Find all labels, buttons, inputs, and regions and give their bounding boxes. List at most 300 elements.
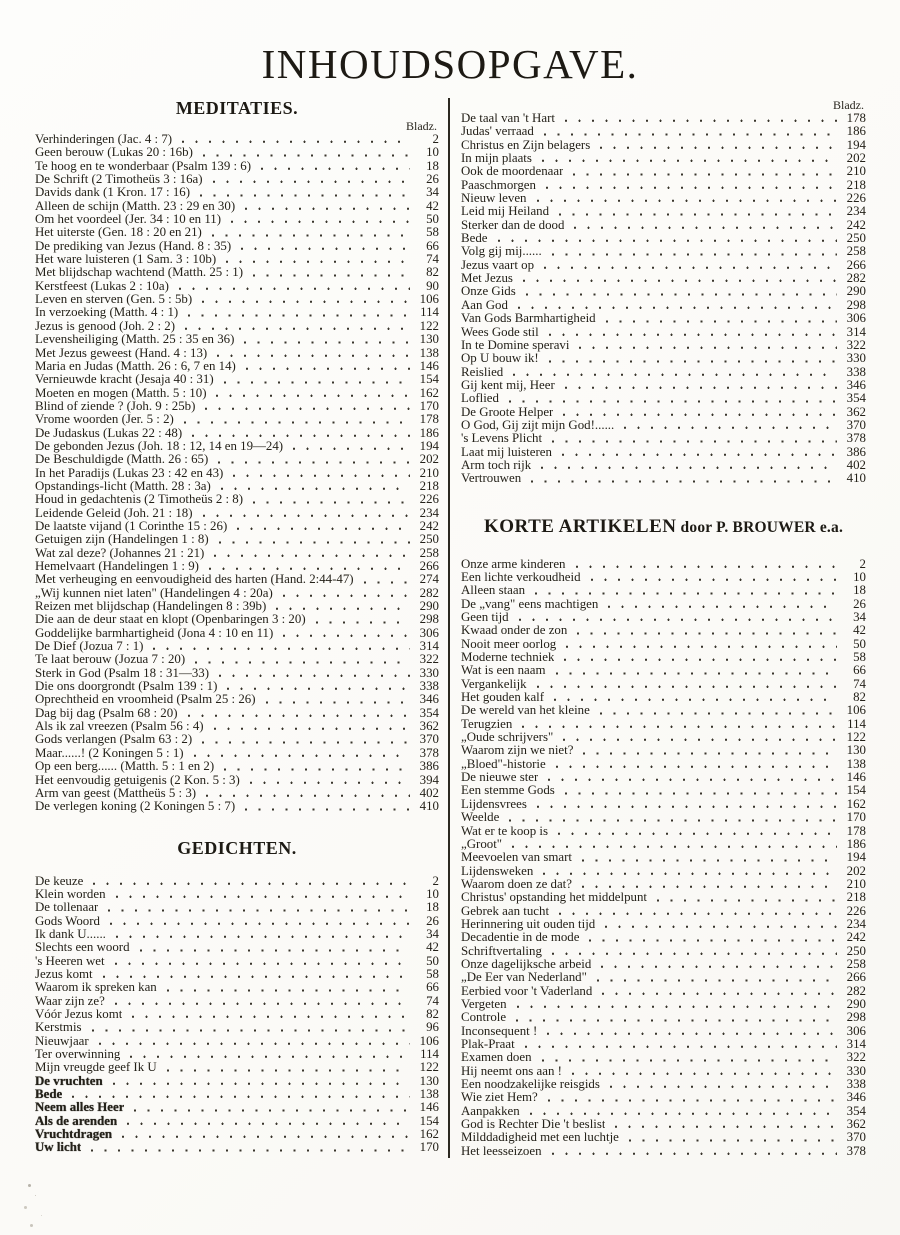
entry-title: Vruchtdragen	[35, 1128, 113, 1142]
entry-title: Reislied	[461, 365, 504, 379]
toc-entry	[35, 1075, 439, 1088]
dot-leader	[102, 968, 410, 981]
dot-leader	[564, 784, 837, 797]
dot-leader	[226, 680, 410, 693]
entry-page-number: 242	[846, 930, 866, 945]
entry-page-number: 146	[419, 1100, 439, 1115]
entry-title: De gebonden Jezus (Joh. 18 : 12, 14 en 19—24)	[35, 439, 284, 453]
entry-page-number: 2	[432, 873, 439, 888]
entry-page-number: 242	[846, 217, 866, 232]
dot-leader	[181, 133, 410, 146]
entry-page-number: 58	[853, 650, 866, 665]
entry-title: Meevoelen van smart	[461, 851, 572, 865]
entry-title: Wat is een naam	[461, 664, 546, 678]
toc-entry	[35, 693, 439, 706]
entry-page-number: 2	[432, 132, 439, 146]
dot-leader	[92, 875, 410, 888]
toc-entry	[461, 419, 866, 432]
entry-title: Gods verlangen (Psalm 63 : 2)	[35, 733, 193, 747]
entry-page-number: 186	[419, 425, 439, 440]
toc-entry	[461, 838, 866, 851]
dot-leader	[542, 865, 837, 878]
entry-title: De nieuwe ster	[461, 771, 539, 785]
dot-leader	[225, 253, 410, 266]
dot-leader	[525, 285, 837, 298]
entry-page-number: 346	[846, 377, 866, 392]
entry-title: Waarom ik spreken kan	[35, 981, 157, 995]
entry-page-number: 26	[853, 596, 866, 611]
entry-title: „Wij kunnen niet laten" (Handelingen 4 : 20a)	[35, 586, 273, 600]
dot-leader	[548, 326, 837, 339]
dot-leader	[551, 245, 837, 258]
toc-entry	[461, 1011, 866, 1024]
entry-page-number: 354	[846, 391, 866, 406]
entry-title: Reizen met blijdschap (Handelingen 8 : 39b)	[35, 600, 267, 614]
entry-page-number: 242	[419, 518, 439, 533]
dot-leader	[604, 918, 837, 931]
dot-leader	[614, 1118, 837, 1131]
entry-page-number: 250	[419, 532, 439, 547]
entry-title: De vruchten	[35, 1074, 103, 1088]
toc-entry	[35, 507, 439, 520]
toc-entry	[35, 915, 439, 928]
dot-leader	[184, 320, 410, 333]
dot-leader	[204, 400, 410, 413]
toc-entry	[35, 293, 439, 306]
dot-leader	[548, 352, 837, 365]
toc-entry	[35, 440, 439, 453]
toc-entry	[35, 387, 439, 400]
dot-leader	[551, 945, 837, 958]
entry-title: Arm van geest (Mattheüs 5 : 3)	[35, 786, 197, 800]
dot-leader	[582, 744, 837, 757]
entry-title: Kerstmis	[35, 1021, 82, 1035]
entry-title: Die ons doorgrondt (Psalm 139 : 1)	[35, 680, 218, 694]
dot-leader	[558, 905, 837, 918]
toc-entry	[461, 1105, 866, 1118]
dot-leader	[191, 427, 410, 440]
entry-title: Het gouden kalf	[461, 691, 545, 705]
entry-title: Vernieuwde kracht (Jesaja 40 : 31)	[35, 373, 214, 387]
entry-title: Vergankelijk	[461, 677, 527, 691]
dot-leader	[564, 112, 837, 125]
entry-title: Gebrek aan tucht	[461, 904, 550, 918]
entry-title: Onze dagelijksche arbeid	[461, 957, 592, 971]
entry-page-number: 218	[846, 890, 866, 905]
dot-leader	[252, 493, 410, 506]
toc-entry	[461, 624, 866, 637]
toc-entry	[35, 520, 439, 533]
dot-leader	[578, 339, 837, 352]
toc-entry	[461, 379, 866, 392]
entry-page-number: 338	[846, 1077, 866, 1092]
toc-entry	[35, 146, 439, 159]
dot-leader	[232, 467, 410, 480]
entry-title: Met blijdschap wachtend (Matth. 25 : 1)	[35, 266, 243, 280]
entry-title: Dag bij dag (Psalm 68 : 20)	[35, 706, 178, 720]
toc-entry	[35, 901, 439, 914]
toc-entry	[461, 259, 866, 272]
dot-leader	[576, 624, 837, 637]
dot-leader	[530, 472, 837, 485]
toc-entry	[35, 400, 439, 413]
dot-leader	[243, 333, 410, 346]
toc-entry	[461, 1051, 866, 1064]
section-heading-main: KORTE ARTIKELEN	[483, 515, 677, 537]
toc-entry	[35, 533, 439, 546]
dot-leader	[208, 560, 410, 573]
entry-title: Kwaad onder de zon	[461, 624, 568, 638]
entry-page-number: 122	[419, 1060, 439, 1075]
toc-entry	[461, 326, 866, 339]
entry-title: De Groote Helper	[461, 405, 554, 419]
toc-entry	[35, 306, 439, 319]
toc-entry	[35, 1101, 439, 1114]
toc-entry	[461, 459, 866, 472]
dot-leader	[218, 533, 410, 546]
toc-entry	[35, 253, 439, 266]
dot-leader	[202, 146, 410, 159]
toc-entry	[35, 787, 439, 800]
toc-entry	[35, 640, 439, 653]
entry-page-number: 218	[419, 478, 439, 493]
toc-entry	[35, 547, 439, 560]
page-column-label: Bladz.	[833, 98, 864, 112]
entry-page-number: 258	[846, 244, 866, 259]
entry-title: Het eenvoudig getuigenis (2 Kon. 5 : 3)	[35, 773, 240, 787]
entry-title: Herinnering uit ouden tijd	[461, 917, 596, 931]
toc-entry	[461, 1091, 866, 1104]
dot-leader	[540, 459, 837, 472]
entry-title: 's Levens Plicht	[461, 432, 543, 446]
dot-leader	[529, 1105, 837, 1118]
entry-title: De Dief (Jozua 7 : 1)	[35, 640, 144, 654]
toc-entry	[461, 1065, 866, 1078]
dot-leader	[121, 1128, 410, 1141]
dot-leader	[212, 173, 410, 186]
toc-entry	[461, 985, 866, 998]
dot-leader	[551, 1145, 837, 1158]
entry-page-number: 370	[419, 732, 439, 747]
dot-leader	[166, 981, 410, 994]
entry-page-number: 266	[846, 970, 866, 985]
toc-entry	[35, 981, 439, 994]
entry-page-number: 194	[846, 850, 866, 865]
dot-leader	[555, 664, 837, 677]
entry-page-number: 322	[419, 652, 439, 667]
dot-leader	[363, 573, 410, 586]
entry-page-number: 378	[846, 1143, 866, 1158]
toc-entry	[35, 360, 439, 373]
entry-title: Wat er te koop is	[461, 824, 549, 838]
entry-title: Te laat berouw (Jozua 7 : 20)	[35, 653, 186, 667]
toc-entry	[461, 651, 866, 664]
left-column	[35, 98, 439, 1158]
dot-leader	[240, 240, 410, 253]
entry-title: Hemelvaart (Handelingen 1 : 9)	[35, 560, 199, 573]
entry-page-number: 298	[419, 612, 439, 627]
dot-leader	[218, 667, 410, 680]
dot-leader	[656, 891, 837, 904]
entry-title: Waar zijn ze?	[35, 994, 105, 1008]
dot-leader	[623, 419, 837, 432]
entry-page-number: 370	[846, 1130, 866, 1145]
toc-entry	[35, 733, 439, 746]
entry-title: Onze arme kinderen	[461, 557, 566, 571]
entry-title: Alleen staan	[461, 584, 526, 598]
entry-title: Uw licht	[35, 1141, 82, 1155]
dot-leader	[114, 955, 410, 968]
toc-entry	[35, 667, 439, 680]
entry-page-number: 10	[426, 886, 439, 901]
entry-page-number: 122	[419, 318, 439, 333]
dot-leader	[596, 971, 837, 984]
toc-entry	[461, 611, 866, 624]
entry-page-number: 186	[846, 836, 866, 851]
dot-leader	[187, 707, 411, 720]
entry-title: Aan God	[461, 298, 508, 312]
entry-page-number: 170	[846, 810, 866, 825]
entry-page-number: 42	[426, 940, 439, 955]
dot-leader	[275, 600, 410, 613]
entry-title: Getuigen zijn (Handelingen 1 : 8)	[35, 533, 209, 547]
dot-leader	[607, 598, 837, 611]
entry-title: Kerstfeest (Lukas 2 : 10a)	[35, 279, 169, 293]
dot-leader	[508, 811, 837, 824]
entry-title: Aanpakken	[461, 1104, 520, 1118]
entry-page-number: 402	[846, 457, 866, 472]
toc-entry	[461, 865, 866, 878]
entry-page-number: 314	[419, 639, 439, 654]
toc-entry	[35, 467, 439, 480]
entry-page-number: 130	[846, 743, 866, 758]
dot-leader	[133, 1101, 410, 1114]
toc-entry	[461, 758, 866, 771]
entry-page-number: 410	[846, 471, 866, 486]
dot-leader	[573, 219, 837, 232]
dot-leader	[562, 406, 837, 419]
entry-title: Ter overwinning	[35, 1048, 121, 1061]
dot-leader	[555, 758, 837, 771]
entry-title: Van Gods Barmhartigheid	[461, 312, 596, 326]
entry-title: O God, Gij zijt mijn God!......	[461, 418, 615, 432]
toc-entry	[461, 152, 866, 165]
dot-leader	[572, 165, 837, 178]
entry-title: Sterk in God (Psalm 18 : 31—33)	[35, 666, 210, 680]
entry-page-number: 266	[419, 559, 439, 573]
toc-entry	[461, 1025, 866, 1038]
entry-title: Moderne techniek	[461, 651, 555, 665]
dot-leader	[236, 520, 410, 533]
dot-leader	[522, 272, 837, 285]
entry-page-number: 58	[426, 225, 439, 240]
entry-title: Oprechtheid en vroomheid (Psalm 25 : 26)	[35, 693, 256, 707]
toc-entry	[35, 427, 439, 440]
entry-title: Decadentie in de mode	[461, 931, 580, 945]
entry-title: 's Heeren wet	[35, 954, 105, 968]
entry-page-number: 50	[853, 636, 866, 651]
toc-entry	[461, 945, 866, 958]
entry-page-number: 386	[419, 759, 439, 774]
dot-leader	[564, 379, 837, 392]
entry-page-number: 314	[846, 1037, 866, 1051]
entry-title: De verlegen koning (2 Koningen 5 : 7)	[35, 800, 236, 814]
entry-title: „De Eer van Nederland"	[461, 971, 587, 985]
toc-entry	[461, 825, 866, 838]
toc-entry	[35, 133, 439, 146]
toc-entry	[461, 558, 866, 571]
entry-title: De „vang" eens machtigen	[461, 597, 599, 611]
dot-leader	[588, 931, 837, 944]
toc-entry	[461, 584, 866, 597]
toc-entry	[35, 347, 439, 360]
entry-title: Vergeten	[461, 997, 507, 1011]
dot-leader	[282, 587, 410, 600]
dot-leader	[91, 1021, 410, 1034]
entry-title: Davids dank (1 Kron. 17 : 16)	[35, 186, 191, 200]
dot-leader	[524, 1038, 837, 1051]
entry-page-number: 18	[853, 583, 866, 598]
section-heading	[35, 98, 439, 119]
dot-leader	[166, 1061, 410, 1074]
entry-page-number: 146	[846, 770, 866, 785]
entry-page-number: 210	[846, 876, 866, 891]
dot-leader	[605, 312, 837, 325]
entry-title: Onze Gids	[461, 285, 516, 299]
entry-title: Verhinderingen (Jac. 4 : 7)	[35, 133, 173, 146]
entry-page-number: 114	[420, 1047, 439, 1061]
toc-entry	[461, 392, 866, 405]
section-heading-main: MEDITATIES.	[175, 98, 299, 118]
dot-leader	[557, 825, 837, 838]
toc-entry	[461, 998, 866, 1011]
entry-title: Christus' opstanding het middelpunt	[461, 891, 648, 905]
toc-entry	[35, 774, 439, 787]
toc-entry	[461, 1038, 866, 1051]
entry-title: Sterker dan de dood	[461, 218, 565, 232]
entry-title: Gij kent mij, Heer	[461, 378, 555, 392]
entry-page-number: 258	[846, 956, 866, 971]
entry-title: Houd in gedachtenis (2 Timotheüs 2 : 8)	[35, 493, 244, 507]
section-heading	[35, 838, 439, 859]
toc-entry	[461, 958, 866, 971]
entry-title: Lijdensvrees	[461, 797, 527, 811]
dot-leader	[547, 1091, 837, 1104]
entry-title: Met Jezus geweest (Hand. 4 : 13)	[35, 346, 208, 360]
toc-entry	[35, 240, 439, 253]
dot-leader	[541, 1051, 837, 1064]
toc-entry	[461, 432, 866, 445]
dot-leader	[215, 387, 410, 400]
entry-page-number: 202	[846, 863, 866, 878]
toc-entry	[35, 627, 439, 640]
entry-page-number: 26	[426, 913, 439, 928]
dot-leader	[249, 774, 410, 787]
entry-page-number: 282	[846, 983, 866, 998]
entry-title: Slechts een woord	[35, 941, 130, 955]
entry-page-number: 90	[426, 278, 439, 293]
entry-page-number: 226	[846, 903, 866, 918]
dot-leader	[71, 1088, 410, 1101]
toc-entry	[35, 707, 439, 720]
toc-entry	[461, 1118, 866, 1131]
entry-page-number: 330	[419, 665, 439, 680]
entry-page-number: 18	[426, 900, 439, 915]
entry-title: Als de arenden	[35, 1114, 118, 1128]
toc-entry	[461, 731, 866, 744]
entry-page-number: 114	[420, 305, 439, 320]
entry-page-number: 82	[426, 265, 439, 280]
entry-title: Arm toch rijk	[461, 458, 532, 472]
toc-entry	[461, 691, 866, 704]
dot-leader	[601, 985, 837, 998]
toc-entry	[461, 125, 866, 138]
entry-page-number: 34	[426, 926, 439, 941]
dot-leader	[497, 232, 838, 245]
entry-page-number: 10	[426, 145, 439, 160]
entry-page-number: 178	[846, 111, 866, 125]
dot-leader	[541, 152, 837, 165]
columns-wrapper	[0, 88, 900, 1158]
dot-leader	[590, 571, 837, 584]
dot-leader	[152, 640, 410, 653]
entry-page-number: 346	[419, 692, 439, 707]
entry-title: Blind of ziende ? (Joh. 9 : 25b)	[35, 399, 196, 413]
toc-entry	[35, 413, 439, 426]
entry-page-number: 82	[426, 1006, 439, 1021]
entry-title: Hij neemt ons aan !	[461, 1064, 562, 1078]
toc-entry	[35, 480, 439, 493]
entry-page-number: 210	[846, 164, 866, 179]
entry-page-number: 26	[426, 172, 439, 187]
entry-page-number: 42	[853, 623, 866, 638]
entry-title: Laat mij luisteren	[461, 445, 552, 459]
entry-page-number: 18	[426, 158, 439, 173]
dot-leader	[515, 1011, 837, 1024]
entry-title: De laatste vijand (1 Corinthe 15 : 26)	[35, 519, 228, 533]
dot-leader	[545, 179, 837, 192]
toc-entry	[461, 366, 866, 379]
dot-leader	[244, 200, 410, 213]
entry-title: Waarom zijn we niet?	[461, 744, 574, 758]
entry-page-number: 50	[426, 212, 439, 227]
entry-page-number: 402	[419, 785, 439, 800]
entry-title: Inconsequent !	[461, 1024, 538, 1038]
toc-entry	[461, 1145, 866, 1158]
entry-page-number: 186	[846, 124, 866, 139]
entry-title: Christus en Zijn belagers	[461, 138, 591, 152]
dot-leader	[126, 1115, 410, 1128]
entry-title: Ik dank U......	[35, 927, 106, 941]
dot-leader	[553, 691, 837, 704]
toc-entry	[35, 968, 439, 981]
toc-entry	[35, 493, 439, 506]
entry-page-number: 154	[419, 1113, 439, 1128]
entry-page-number: 306	[846, 1023, 866, 1038]
entry-page-number: 96	[426, 1020, 439, 1035]
toc-entry	[35, 747, 439, 760]
entry-title: Te hoog en te wonderbaar (Psalm 139 : 6)	[35, 159, 252, 173]
entry-page-number: 194	[846, 137, 866, 152]
toc-entry	[461, 905, 866, 918]
dot-leader	[107, 901, 410, 914]
dot-leader	[599, 704, 837, 717]
entry-page-number: 138	[846, 756, 866, 771]
entry-page-number: 34	[426, 185, 439, 200]
toc-entry	[35, 941, 439, 954]
entry-page-number: 122	[846, 730, 866, 745]
toc-entry	[35, 613, 439, 626]
